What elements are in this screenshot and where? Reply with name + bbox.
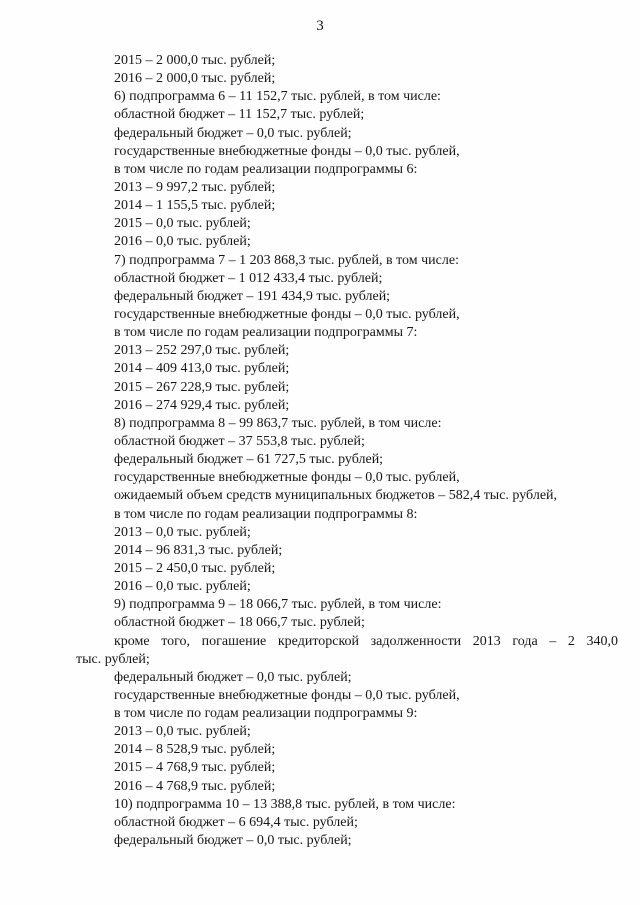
text-line: в том числе по годам реализации подпрограммы 9: <box>114 706 418 722</box>
text-line: областной бюджет – 1 012 433,4 тыс. рублей; <box>114 270 383 286</box>
text-line: 7) подпрограмма 7 – 1 203 868,3 тыс. рублей, в том числе: <box>114 252 459 268</box>
text-line: 2014 – 96 831,3 тыс. рублей; <box>114 542 283 558</box>
text-line: государственные внебюджетные фонды – 0,0 тыс. рублей, <box>114 687 460 703</box>
text-line: федеральный бюджет – 191 434,9 тыс. рублей; <box>114 288 391 304</box>
text-line: областной бюджет – 11 152,7 тыс. рублей; <box>114 107 365 123</box>
text-line: 2014 – 409 413,0 тыс. рублей; <box>114 361 290 377</box>
text-line: 2013 – 252 297,0 тыс. рублей; <box>114 343 290 359</box>
text-line: в том числе по годам реализации подпрограммы 7: <box>114 325 418 341</box>
text-line: областной бюджет – 6 694,4 тыс. рублей; <box>114 814 358 830</box>
text-line: 6) подпрограмма 6 – 11 152,7 тыс. рублей, в том числе: <box>114 89 441 105</box>
text-line: ожидаемый объем средств муниципальных бюджетов – 582,4 тыс. рублей, <box>114 488 558 504</box>
text-line: 2015 – 0,0 тыс. рублей; <box>114 216 251 232</box>
text-line: областной бюджет – 37 553,8 тыс. рублей; <box>114 433 365 449</box>
text-line: федеральный бюджет – 0,0 тыс. рублей; <box>114 669 352 685</box>
text-line: в том числе по годам реализации подпрограммы 6: <box>114 161 418 177</box>
text-line: 2016 – 4 768,9 тыс. рублей; <box>114 778 276 794</box>
text-line: тыс. рублей; <box>76 651 150 667</box>
text-line: 2014 – 1 155,5 тыс. рублей; <box>114 198 276 214</box>
document-body <box>76 52 616 850</box>
text-line: федеральный бюджет – 61 727,5 тыс. рублей; <box>114 452 384 468</box>
text-line: 2016 – 0,0 тыс. рублей; <box>114 579 251 595</box>
text-line: 8) подпрограмма 8 – 99 863,7 тыс. рублей, в том числе: <box>114 415 442 431</box>
text-line: государственные внебюджетные фонды – 0,0 тыс. рублей, <box>114 143 460 159</box>
text-line: государственные внебюджетные фонды – 0,0 тыс. рублей, <box>114 306 460 322</box>
text-line: 2013 – 9 997,2 тыс. рублей; <box>114 179 276 195</box>
text-line: 2016 – 274 929,4 тыс. рублей; <box>114 397 290 413</box>
text-line: государственные внебюджетные фонды – 0,0 тыс. рублей, <box>114 470 460 486</box>
text-line: 9) подпрограмма 9 – 18 066,7 тыс. рублей, в том числе: <box>114 597 442 613</box>
text-line: 2015 – 2 450,0 тыс. рублей; <box>114 560 276 576</box>
text-line: областной бюджет – 18 066,7 тыс. рублей; <box>114 615 365 631</box>
text-line: 2016 – 2 000,0 тыс. рублей; <box>114 71 276 87</box>
text-line: 2015 – 267 228,9 тыс. рублей; <box>114 379 290 395</box>
page-number: 3 <box>316 18 324 34</box>
text-line: федеральный бюджет – 0,0 тыс. рублей; <box>114 833 352 849</box>
text-line: 10) подпрограмма 10 – 13 388,8 тыс. рублей, в том числе: <box>114 796 456 812</box>
text-line: федеральный бюджет – 0,0 тыс. рублей; <box>114 125 352 141</box>
text-line: 2015 – 2 000,0 тыс. рублей; <box>114 53 276 68</box>
text-line: кроме того, погашение кредиторской задолженности 2013 года – 2 340,0 <box>114 633 618 649</box>
text-line: 2013 – 0,0 тыс. рублей; <box>114 524 251 540</box>
text-line: 2016 – 0,0 тыс. рублей; <box>114 234 251 250</box>
text-line: 2013 – 0,0 тыс. рублей; <box>114 724 251 740</box>
text-line: 2014 – 8 528,9 тыс. рублей; <box>114 742 276 758</box>
text-line: в том числе по годам реализации подпрограммы 8: <box>114 506 418 522</box>
text-line: 2015 – 4 768,9 тыс. рублей; <box>114 760 276 776</box>
